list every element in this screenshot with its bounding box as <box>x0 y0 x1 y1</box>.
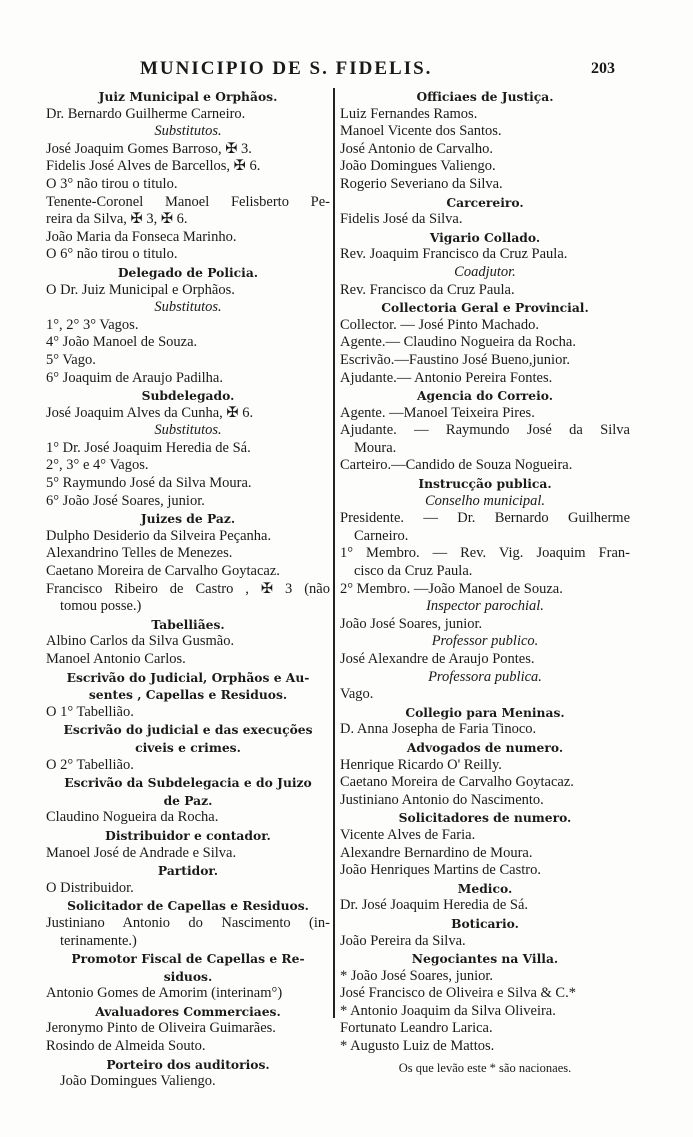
entry-line: João Domingues Valiengo. <box>60 1073 216 1090</box>
right-column <box>340 88 630 1077</box>
column-divider <box>333 88 335 1018</box>
entry-line: O Distribuidor. <box>46 879 134 896</box>
section-heading: Subdelegado. <box>141 388 235 404</box>
entry-line: 2° Membro. —João Manoel de Souza. <box>340 580 563 597</box>
subheading: Substitutos. <box>154 123 222 140</box>
section-heading: Officiaes de Justiça. <box>416 89 554 104</box>
entry-line: O 3° não tirou o titulo. <box>46 175 178 192</box>
section-heading: Negociantes na Villa. <box>411 951 559 967</box>
entry-line: 6° Joaquim de Araujo Padilha. <box>46 369 223 386</box>
entry-line: Collector. — José Pinto Machado. <box>340 316 539 333</box>
entry-line: Justiniano Antonio do Nascimento. <box>340 791 544 808</box>
entry-line: * Antonio Joaquim da Silva Oliveira. <box>340 1002 556 1019</box>
entry-line: Dr. José Joaquim Heredia de Sá. <box>340 897 529 914</box>
entry-line: Francisco Ribeiro de Castro , ✠ 3 (não <box>46 580 330 597</box>
entry-line: Rogerio Severiano da Silva. <box>340 175 503 192</box>
entry-line: Dulpho Desiderio da Silveira Peçanha. <box>46 527 272 544</box>
section-heading: Delegado de Policia. <box>117 264 259 280</box>
section-heading: Escrivão da Subdelegacia e do Juizo <box>64 775 312 791</box>
entry-line: João Pereira da Silva. <box>340 932 466 949</box>
entry-line: Rev. Francisco da Cruz Paula. <box>340 281 515 298</box>
entry-line: Caetano Moreira de Carvalho Goytacaz. <box>340 774 574 791</box>
section-heading: Agencia do Correio. <box>416 388 554 404</box>
subheading: Substitutos. <box>154 299 222 316</box>
section-heading: Escrivão do judicial e das execuções <box>63 722 313 738</box>
entry-line: 1° Membro. — Rev. Vig. Joaquim Fran- <box>340 545 630 562</box>
subheading: Conselho municipal. <box>424 492 546 509</box>
entry-line: Fortunato Leandro Larica. <box>340 1020 493 1037</box>
entry-line: 5° Vago. <box>46 351 96 368</box>
entry-line: Albino Carlos da Silva Gusmão. <box>46 633 235 650</box>
entry-line: Manoel Vicente dos Santos. <box>340 123 502 140</box>
entry-line: * João José Soares, junior. <box>340 967 494 984</box>
entry-line: Dr. Bernardo Guilherme Carneiro. <box>46 105 246 122</box>
entry-line: O Dr. Juiz Municipal e Orphãos. <box>46 281 235 298</box>
entry-line: Carneiro. <box>354 527 409 544</box>
entry-line: João Domingues Valiengo. <box>340 158 496 175</box>
page-number: 203 <box>591 60 615 77</box>
section-heading: Carcereiro. <box>446 194 524 210</box>
section-heading: Distribuidor e contador. <box>105 827 271 843</box>
entry-line: Vicente Alves de Faria. <box>340 826 476 843</box>
section-heading: de Paz. <box>163 792 213 808</box>
entry-line: D. Anna Josepha de Faria Tinoco. <box>340 721 537 738</box>
entry-line: Luiz Fernandes Ramos. <box>340 105 478 122</box>
entry-line: 1°, 2° 3° Vagos. <box>46 316 139 333</box>
entry-line: 2°, 3° e 4° Vagos. <box>46 457 149 474</box>
section-heading: Porteiro dos auditorios. <box>106 1056 270 1072</box>
entry-line: Moura. <box>354 439 397 456</box>
entry-line: João Henriques Martins de Castro. <box>340 862 541 879</box>
section-heading: Advogados de numero. <box>406 739 564 755</box>
section-heading: Promotor Fiscal de Capellas e Re- <box>71 951 305 967</box>
entry-line: Tenente-Coronel Manoel Felisberto Pe- <box>46 193 330 210</box>
entry-line: 6° João José Soares, junior. <box>46 492 205 509</box>
entry-line: O 2° Tabellião. <box>46 756 134 773</box>
footnote: Os que levão este * são nacionaes. <box>398 1060 572 1075</box>
subheading: Coadjutor. <box>454 263 516 280</box>
left-column <box>46 88 330 1091</box>
entry-line: Carteiro.—Candido de Souza Nogueira. <box>340 457 573 474</box>
entry-line: Henrique Ricardo O' Reilly. <box>340 756 502 773</box>
section-heading: sentes , Capellas e Residuos. <box>88 687 288 703</box>
subheading: Inspector parochial. <box>426 598 544 615</box>
entry-line: O 6° não tirou o titulo. <box>46 246 178 263</box>
entry-line: José Joaquim Gomes Barroso, ✠ 3. <box>46 140 252 157</box>
entry-line: José Joaquim Alves da Cunha, ✠ 6. <box>46 404 254 421</box>
entry-line: José Alexandre de Araujo Pontes. <box>340 651 535 667</box>
entry-line: José Antonio de Carvalho. <box>340 140 494 157</box>
section-heading: Boticario. <box>451 915 519 931</box>
entry-line: terinamente.) <box>60 932 137 949</box>
entry-line: Fidelis José da Silva. <box>340 211 463 228</box>
section-heading: Medico. <box>457 880 513 896</box>
entry-line: Jeronymo Pinto de Oliveira Guimarães. <box>46 1020 276 1037</box>
entry-line: Vago. <box>340 686 374 703</box>
subheading: Professor publico. <box>431 633 539 650</box>
entry-line: João Maria da Fonseca Marinho. <box>46 228 237 245</box>
section-heading: Tabelliães. <box>151 616 225 632</box>
page-title: MUNICIPIO DE S. FIDELIS. <box>140 58 433 79</box>
section-heading: Instrucção publica. <box>418 476 552 492</box>
entry-line: Presidente. — Dr. Bernardo Guilherme <box>340 510 630 527</box>
entry-line: Justiniano Antonio do Nascimento (in- <box>46 914 330 931</box>
entry-line: Agente.— Claudino Nogueira da Rocha. <box>340 334 576 351</box>
entry-line: Caetano Moreira de Carvalho Goytacaz. <box>46 563 280 580</box>
section-heading: Collectoria Geral e Provincial. <box>381 300 589 316</box>
section-heading: Juizes de Paz. <box>140 511 236 527</box>
section-heading: Collegio para Meninas. <box>405 704 565 720</box>
entry-line: José Francisco de Oliveira e Silva & C.* <box>340 985 576 1002</box>
entry-line: Manoel José de Andrade e Silva. <box>46 844 237 861</box>
entry-line: 5° Raymundo José da Silva Moura. <box>46 475 252 492</box>
section-heading: Partidor. <box>157 863 219 879</box>
entry-line: Manoel Antonio Carlos. <box>46 651 186 667</box>
section-heading: civeis e crimes. <box>135 739 241 755</box>
section-heading: Vigario Collado. <box>429 229 541 245</box>
section-heading: Solicitador de Capellas e Residuos. <box>67 898 309 914</box>
entry-line: 4° João Manoel de Souza. <box>46 334 198 351</box>
entry-line: Rosindo de Almeida Souto. <box>46 1038 206 1055</box>
entry-line: Agente. —Manoel Teixeira Pires. <box>340 404 535 421</box>
entry-line: Alexandrino Telles de Menezes. <box>46 545 233 562</box>
section-heading: Escrivão do Judicial, Orphãos e Au- <box>66 669 310 685</box>
entry-line: Ajudante. — Raymundo José da Silva <box>340 422 630 439</box>
entry-line: Fidelis José Alves de Barcellos, ✠ 6. <box>46 158 261 175</box>
entry-line: cisco da Cruz Paula. <box>354 563 473 580</box>
entry-line: O 1° Tabellião. <box>46 703 134 720</box>
entry-line: Alexandre Bernardino de Moura. <box>340 844 533 861</box>
section-heading: Juiz Municipal e Orphãos. <box>98 89 278 104</box>
subheading: Professora publica. <box>428 668 542 685</box>
entry-line: reira da Silva, ✠ 3, ✠ 6. <box>46 211 188 228</box>
page-header <box>0 58 693 82</box>
entry-line: Ajudante.— Antonio Pereira Fontes. <box>340 369 553 386</box>
entry-line: tomou posse.) <box>60 598 142 615</box>
subheading: Substitutos. <box>154 422 222 439</box>
entry-line: * Augusto Luiz de Mattos. <box>340 1038 495 1055</box>
entry-line: João José Soares, junior. <box>340 615 483 632</box>
entry-line: Rev. Joaquim Francisco da Cruz Paula. <box>340 246 568 263</box>
entry-line: 1° Dr. José Joaquim Heredia de Sá. <box>46 439 251 456</box>
section-heading: siduos. <box>163 968 213 984</box>
entry-line: Escrivão.—Faustino José Bueno,junior. <box>340 351 570 368</box>
entry-line: Antonio Gomes de Amorim (interinam°) <box>46 985 283 1002</box>
entry-line: Claudino Nogueira da Rocha. <box>46 809 219 826</box>
section-heading: Solicitadores de numero. <box>398 810 572 826</box>
section-heading: Avaluadores Commerciaes. <box>95 1003 281 1019</box>
